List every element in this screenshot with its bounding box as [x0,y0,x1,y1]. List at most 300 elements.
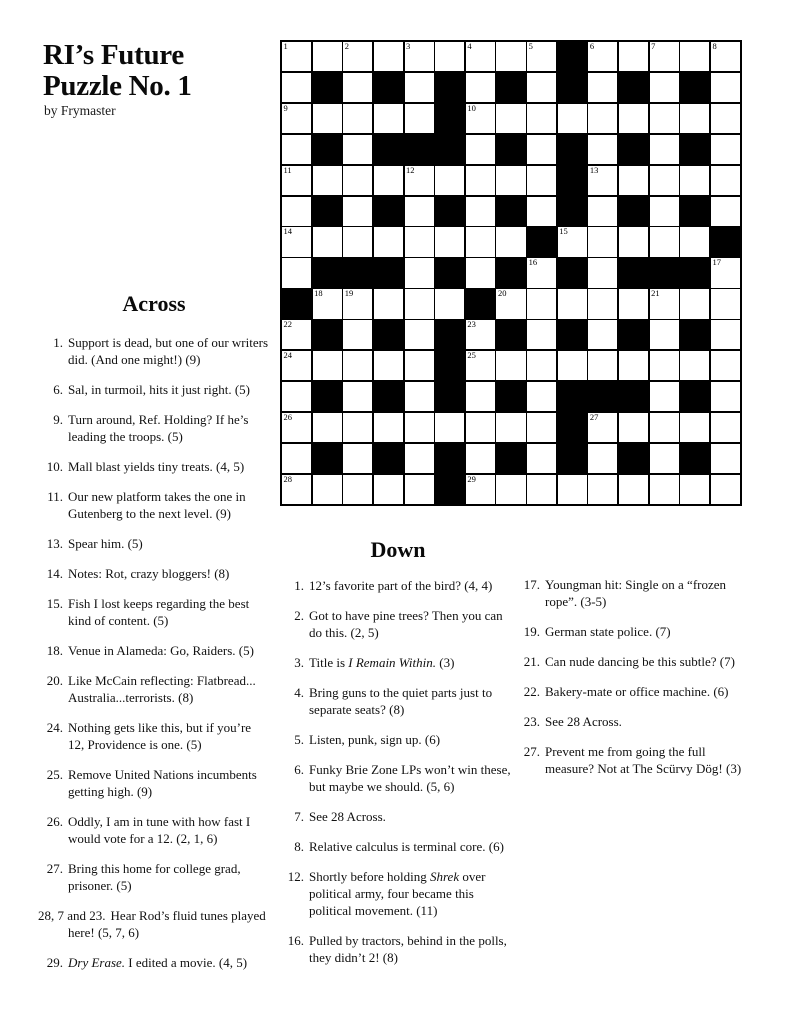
grid-cell-8-8 [496,258,525,287]
grid-cell-3-14[interactable] [680,104,709,133]
grid-cell-7-12[interactable] [619,227,648,256]
grid-cell-6-5[interactable] [405,197,434,226]
grid-cell-15-11[interactable] [588,475,617,504]
cell-number: 17 [712,257,721,268]
grid-cell-4-3[interactable] [343,135,372,164]
grid-cell-13-2[interactable] [313,413,342,442]
clue-text: Prevent me from going the full measure? Not at The Scürvy Dög! (3) [545,744,742,777]
cell-number: 27 [589,411,599,422]
grid-cell-2-1[interactable] [282,73,311,102]
clue-text: See 28 Across. [309,809,386,825]
grid-cell-2-5[interactable] [405,73,434,102]
grid-cell-1-8[interactable] [496,42,525,71]
grid-cell-3-7[interactable] [466,104,495,133]
grid-cell-15-10[interactable] [558,475,587,504]
grid-cell-3-5[interactable] [405,104,434,133]
grid-cell-14-9[interactable] [527,444,556,473]
grid-cell-11-14[interactable] [680,351,709,380]
grid-cell-2-15[interactable] [711,73,740,102]
clue-text: Can nude dancing be this subtle? (7) [545,654,735,670]
grid-cell-6-9[interactable] [527,197,556,226]
grid-cell-8-4 [374,258,403,287]
grid-cell-5-5[interactable] [405,166,434,195]
grid-cell-6-7[interactable] [466,197,495,226]
grid-cell-10-10 [558,320,587,349]
grid-cell-9-5[interactable] [405,289,434,318]
clue-number: 27. [46,861,63,877]
grid-cell-10-5[interactable] [405,320,434,349]
grid-cell-12-12 [619,382,648,411]
grid-cell-7-2[interactable] [313,227,342,256]
cell-number: 29 [467,473,476,484]
grid-cell-12-5[interactable] [405,382,434,411]
grid-cell-1-6[interactable] [435,42,464,71]
clue-number: 2. [294,608,304,624]
cell-number: 9 [283,102,288,113]
grid-cell-3-9[interactable] [527,104,556,133]
grid-cell-13-5[interactable] [405,413,434,442]
grid-cell-2-11[interactable] [588,73,617,102]
grid-cell-10-8 [496,320,525,349]
grid-cell-13-4[interactable] [374,413,403,442]
grid-cell-9-13[interactable] [650,289,679,318]
grid-cell-1-3[interactable] [343,42,372,71]
clue-number: 6. [294,762,304,778]
grid-cell-2-14 [680,73,709,102]
grid-cell-13-7[interactable] [466,413,495,442]
grid-cell-8-1[interactable] [282,258,311,287]
grid-cell-6-13[interactable] [650,197,679,226]
clue-text: Our new platform takes the one in Gutenberg to the next level. (9) [68,489,246,522]
grid-cell-11-15[interactable] [711,351,740,380]
down-clue-27 [520,743,755,777]
grid-cell-4-4 [374,135,403,164]
cell-number: 13 [589,164,599,175]
grid-cell-12-10 [558,382,587,411]
clue-number: 3. [294,655,304,671]
grid-cell-9-12[interactable] [619,289,648,318]
grid-cell-5-6[interactable] [435,166,464,195]
grid-cell-4-8 [496,135,525,164]
grid-cell-15-12[interactable] [619,475,648,504]
grid-cell-3-3[interactable] [343,104,372,133]
clue-text: Bakery-mate or office machine. (6) [545,684,729,700]
clue-number: 5. [294,732,304,748]
grid-cell-12-8 [496,382,525,411]
grid-cell-13-12[interactable] [619,413,648,442]
cell-number: 25 [467,350,476,361]
grid-cell-8-5[interactable] [405,258,434,287]
grid-cell-7-4[interactable] [374,227,403,256]
grid-cell-13-11[interactable] [588,413,617,442]
down-clue-19 [520,623,755,640]
cell-number: 23 [467,319,476,330]
grid-cell-6-8 [496,197,525,226]
grid-cell-10-12 [619,320,648,349]
grid-cell-1-5[interactable] [405,42,434,71]
grid-cell-7-5[interactable] [405,227,434,256]
grid-cell-6-14 [680,197,709,226]
down-clue-4 [284,684,512,718]
across-clue-14 [38,565,270,582]
grid-cell-4-9[interactable] [527,135,556,164]
grid-cell-6-11[interactable] [588,197,617,226]
title-line-2: Puzzle No. 1 [43,70,192,103]
cell-number: 21 [651,288,660,299]
clue-number: 6. [53,382,63,398]
grid-cell-2-9[interactable] [527,73,556,102]
grid-cell-8-10 [558,258,587,287]
grid-cell-14-4 [374,444,403,473]
grid-cell-15-15[interactable] [711,475,740,504]
grid-cell-3-10[interactable] [558,104,587,133]
grid-cell-3-11[interactable] [588,104,617,133]
grid-cell-5-7[interactable] [466,166,495,195]
grid-cell-10-4 [374,320,403,349]
grid-cell-11-3[interactable] [343,351,372,380]
grid-cell-11-11[interactable] [588,351,617,380]
grid-cell-11-7[interactable] [466,351,495,380]
grid-cell-10-11[interactable] [588,320,617,349]
grid-cell-11-5[interactable] [405,351,434,380]
grid-cell-9-11[interactable] [588,289,617,318]
down-heading: Down [370,537,426,562]
grid-cell-12-7[interactable] [466,382,495,411]
clue-number: 16. [287,933,304,949]
clue-number: 24. [46,720,63,736]
clue-number: 22. [523,684,540,700]
grid-cell-4-2 [313,135,342,164]
clue-text: Like McCain reflecting: Flatbread... Australia...terrorists. (8) [68,673,256,706]
grid-cell-12-2 [313,382,342,411]
clue-text: Relative calculus is terminal core. (6) [309,839,504,855]
across-clue-11 [38,488,270,522]
grid-cell-2-13[interactable] [650,73,679,102]
clue-number: 8. [294,839,304,855]
grid-cell-5-9[interactable] [527,166,556,195]
across-heading: Across [122,291,186,316]
grid-cell-15-7[interactable] [466,475,495,504]
grid-cell-12-13[interactable] [650,382,679,411]
grid-cell-12-9[interactable] [527,382,556,411]
clue-text: Youngman hit: Single on a “frozen rope”. (3-5) [545,577,727,610]
grid-cell-15-13[interactable] [650,475,679,504]
clue-number: 26. [46,814,63,830]
clue-number: 4. [294,685,304,701]
clue-number: 27. [523,744,540,760]
grid-cell-4-10 [558,135,587,164]
grid-cell-6-15[interactable] [711,197,740,226]
grid-cell-4-6 [435,135,464,164]
grid-cell-11-12[interactable] [619,351,648,380]
grid-cell-10-15[interactable] [711,320,740,349]
grid-cell-14-1[interactable] [282,444,311,473]
grid-cell-9-9[interactable] [527,289,556,318]
grid-cell-14-7[interactable] [466,444,495,473]
clue-number: 17. [523,577,540,592]
grid-cell-5-11[interactable] [588,166,617,195]
down-clue-23 [520,713,755,730]
down-clue-2 [284,607,512,641]
grid-cell-2-3[interactable] [343,73,372,102]
grid-cell-7-1[interactable] [282,227,311,256]
grid-cell-6-1[interactable] [282,197,311,226]
grid-cell-3-1[interactable] [282,104,311,133]
grid-cell-9-2[interactable] [313,289,342,318]
across-clue-1 [38,334,270,368]
grid-cell-10-1[interactable] [282,320,311,349]
grid-cell-1-10 [558,42,587,71]
grid-cell-8-15[interactable] [711,258,740,287]
down-clue-1 [284,577,512,594]
cell-number: 18 [314,288,323,299]
grid-cell-2-10 [558,73,587,102]
clue-text: Oddly, I am in tune with how fast I would vote for a 12. (2, 1, 6) [68,814,251,847]
clue-text: Funky Brie Zone LPs won’t win these, but maybe we should. (5, 6) [309,762,511,795]
clue-text: German state police. (7) [545,624,671,640]
grid-cell-7-8[interactable] [496,227,525,256]
grid-cell-1-13[interactable] [650,42,679,71]
cell-number: 5 [528,41,533,51]
grid-cell-9-3[interactable] [343,289,372,318]
grid-cell-4-11[interactable] [588,135,617,164]
grid-cell-12-11 [588,382,617,411]
grid-cell-1-14[interactable] [680,42,709,71]
grid-cell-15-1[interactable] [282,475,311,504]
grid-cell-11-1[interactable] [282,351,311,380]
grid-cell-8-11[interactable] [588,258,617,287]
grid-cell-9-6[interactable] [435,289,464,318]
grid-cell-9-15[interactable] [711,289,740,318]
down-clue-12 [284,868,512,919]
grid-cell-4-14 [680,135,709,164]
down-section-left [284,537,512,979]
clue-text: Support is dead, but one of our writers did. (And one might!) (9) [68,335,269,368]
grid-cell-4-7[interactable] [466,135,495,164]
grid-cell-3-6 [435,104,464,133]
clue-number: 1. [294,578,304,593]
clue-number: 19. [523,624,540,640]
grid-cell-3-13[interactable] [650,104,679,133]
grid-cell-15-5[interactable] [405,475,434,504]
cell-number: 2 [344,41,350,51]
clue-number: 11. [47,489,63,505]
grid-cell-4-1[interactable] [282,135,311,164]
clue-text: Remove United Nations incumbents getting high. (9) [68,767,257,800]
grid-cell-4-5 [405,135,434,164]
clue-text: Shortly before holding Shrek over political army, four became this political movement. (11) [309,869,486,919]
grid-cell-12-3[interactable] [343,382,372,411]
grid-cell-7-11[interactable] [588,227,617,256]
grid-cell-2-4 [374,73,403,102]
cell-number: 20 [497,288,507,299]
across-clue-15 [38,595,270,629]
across-clue-29 [38,954,270,971]
grid-cell-1-2[interactable] [313,42,342,71]
grid-cell-9-14[interactable] [680,289,709,318]
grid-cell-5-4[interactable] [374,166,403,195]
clue-text: 12’s favorite part of the bird? (4, 4) [309,578,493,593]
clue-number: 15. [46,596,63,612]
grid-cell-14-10 [558,444,587,473]
grid-cell-13-1[interactable] [282,413,311,442]
cell-number: 6 [589,41,595,51]
grid-cell-13-3[interactable] [343,413,372,442]
grid-cell-10-7[interactable] [466,320,495,349]
grid-cell-1-4[interactable] [374,42,403,71]
cell-number: 16 [528,257,538,268]
grid-cell-4-13[interactable] [650,135,679,164]
title-line-1: RI’s Future [43,39,184,71]
grid-cell-13-9[interactable] [527,413,556,442]
across-clue-26 [38,813,270,847]
grid-cell-15-2[interactable] [313,475,342,504]
grid-cell-13-6[interactable] [435,413,464,442]
grid-cell-14-11[interactable] [588,444,617,473]
clue-number: 10. [46,459,63,475]
grid-cell-1-12[interactable] [619,42,648,71]
grid-cell-3-15[interactable] [711,104,740,133]
grid-cell-5-12[interactable] [619,166,648,195]
grid-cell-5-3[interactable] [343,166,372,195]
grid-cell-5-8[interactable] [496,166,525,195]
grid-cell-14-13[interactable] [650,444,679,473]
down-clue-list-col2 [520,576,755,777]
grid-cell-11-4[interactable] [374,351,403,380]
grid-cell-13-14[interactable] [680,413,709,442]
grid-cell-10-13[interactable] [650,320,679,349]
grid-cell-8-9[interactable] [527,258,556,287]
grid-cell-7-7[interactable] [466,227,495,256]
across-clue-list [38,334,270,971]
grid-cell-10-9[interactable] [527,320,556,349]
grid-cell-5-10 [558,166,587,195]
clue-number: 18. [46,643,63,659]
grid-cell-8-14 [680,258,709,287]
grid-cell-1-15[interactable] [711,42,740,71]
grid-cell-14-2 [313,444,342,473]
grid-cell-15-4[interactable] [374,475,403,504]
down-clue-5 [284,731,512,748]
grid-cell-5-2[interactable] [313,166,342,195]
grid-cell-6-3[interactable] [343,197,372,226]
across-clue-9 [38,411,270,445]
grid-cell-11-6 [435,351,464,380]
grid-cell-8-6 [435,258,464,287]
grid-cell-7-3[interactable] [343,227,372,256]
grid-cell-14-5[interactable] [405,444,434,473]
grid-cell-2-12 [619,73,648,102]
grid-cell-1-7[interactable] [466,42,495,71]
grid-cell-1-1[interactable] [282,42,311,71]
grid-cell-11-10[interactable] [558,351,587,380]
clue-number: 21. [523,654,540,670]
grid-cell-4-15[interactable] [711,135,740,164]
down-clue-list-col1 [284,577,512,966]
across-section [38,291,270,984]
grid-cell-12-6 [435,382,464,411]
grid-cell-11-13[interactable] [650,351,679,380]
grid-cell-6-6 [435,197,464,226]
cell-number: 15 [559,226,568,237]
cell-number: 8 [712,41,717,51]
grid-cell-5-15[interactable] [711,166,740,195]
cell-number: 22 [283,319,292,330]
grid-cell-12-4 [374,382,403,411]
clue-text: Bring this home for college grad, prisoner. (5) [68,861,241,894]
grid-cell-2-7[interactable] [466,73,495,102]
grid-cell-14-3[interactable] [343,444,372,473]
grid-cell-3-2[interactable] [313,104,342,133]
grid-cell-5-14[interactable] [680,166,709,195]
grid-cell-4-12 [619,135,648,164]
grid-cell-8-13 [650,258,679,287]
byline: by Frymaster [44,103,116,118]
grid-cell-13-13[interactable] [650,413,679,442]
grid-cell-14-15[interactable] [711,444,740,473]
grid-cell-9-4[interactable] [374,289,403,318]
down-clue-3 [284,654,512,671]
clue-text: Listen, punk, sign up. (6) [309,732,441,748]
cell-number: 7 [651,41,656,51]
grid-cell-7-10[interactable] [558,227,587,256]
grid-cell-8-3 [343,258,372,287]
grid-cell-15-3[interactable] [343,475,372,504]
clue-number: 12. [287,869,304,885]
clue-text: Venue in Alameda: Go, Raiders. (5) [68,643,254,659]
grid-cell-7-9 [527,227,556,256]
grid-cell-15-8[interactable] [496,475,525,504]
grid-cell-15-9[interactable] [527,475,556,504]
grid-cell-11-8[interactable] [496,351,525,380]
grid-cell-13-15[interactable] [711,413,740,442]
grid-cell-11-2[interactable] [313,351,342,380]
clue-text: Bring guns to the quiet parts just to separate seats? (8) [309,685,493,718]
clue-number: 25. [46,767,63,783]
grid-cell-6-4 [374,197,403,226]
grid-cell-3-12[interactable] [619,104,648,133]
grid-cell-9-8[interactable] [496,289,525,318]
grid-cell-3-4[interactable] [374,104,403,133]
page-title [43,40,273,103]
grid-cell-2-6 [435,73,464,102]
down-clue-21 [520,653,755,670]
grid-cell-3-8[interactable] [496,104,525,133]
grid-cell-7-15 [711,227,740,256]
grid-cell-12-15[interactable] [711,382,740,411]
grid-cell-5-13[interactable] [650,166,679,195]
clue-number: 23. [523,714,540,730]
grid-cell-8-7[interactable] [466,258,495,287]
grid-cell-10-3[interactable] [343,320,372,349]
grid-cell-9-1 [282,289,311,318]
clue-text: Sal, in turmoil, hits it just right. (5) [68,382,250,398]
down-clue-6 [284,761,512,795]
grid-cell-11-9[interactable] [527,351,556,380]
grid-cell-12-1[interactable] [282,382,311,411]
cell-number: 3 [406,41,411,51]
cell-number: 11 [283,164,292,175]
grid-cell-15-14[interactable] [680,475,709,504]
grid-cell-7-14[interactable] [680,227,709,256]
grid-cell-1-11[interactable] [588,42,617,71]
grid-cell-5-1[interactable] [282,166,311,195]
grid-cell-13-8[interactable] [496,413,525,442]
grid-cell-7-13[interactable] [650,227,679,256]
grid-cell-7-6[interactable] [435,227,464,256]
grid-cell-1-9[interactable] [527,42,556,71]
grid-cell-9-10[interactable] [558,289,587,318]
